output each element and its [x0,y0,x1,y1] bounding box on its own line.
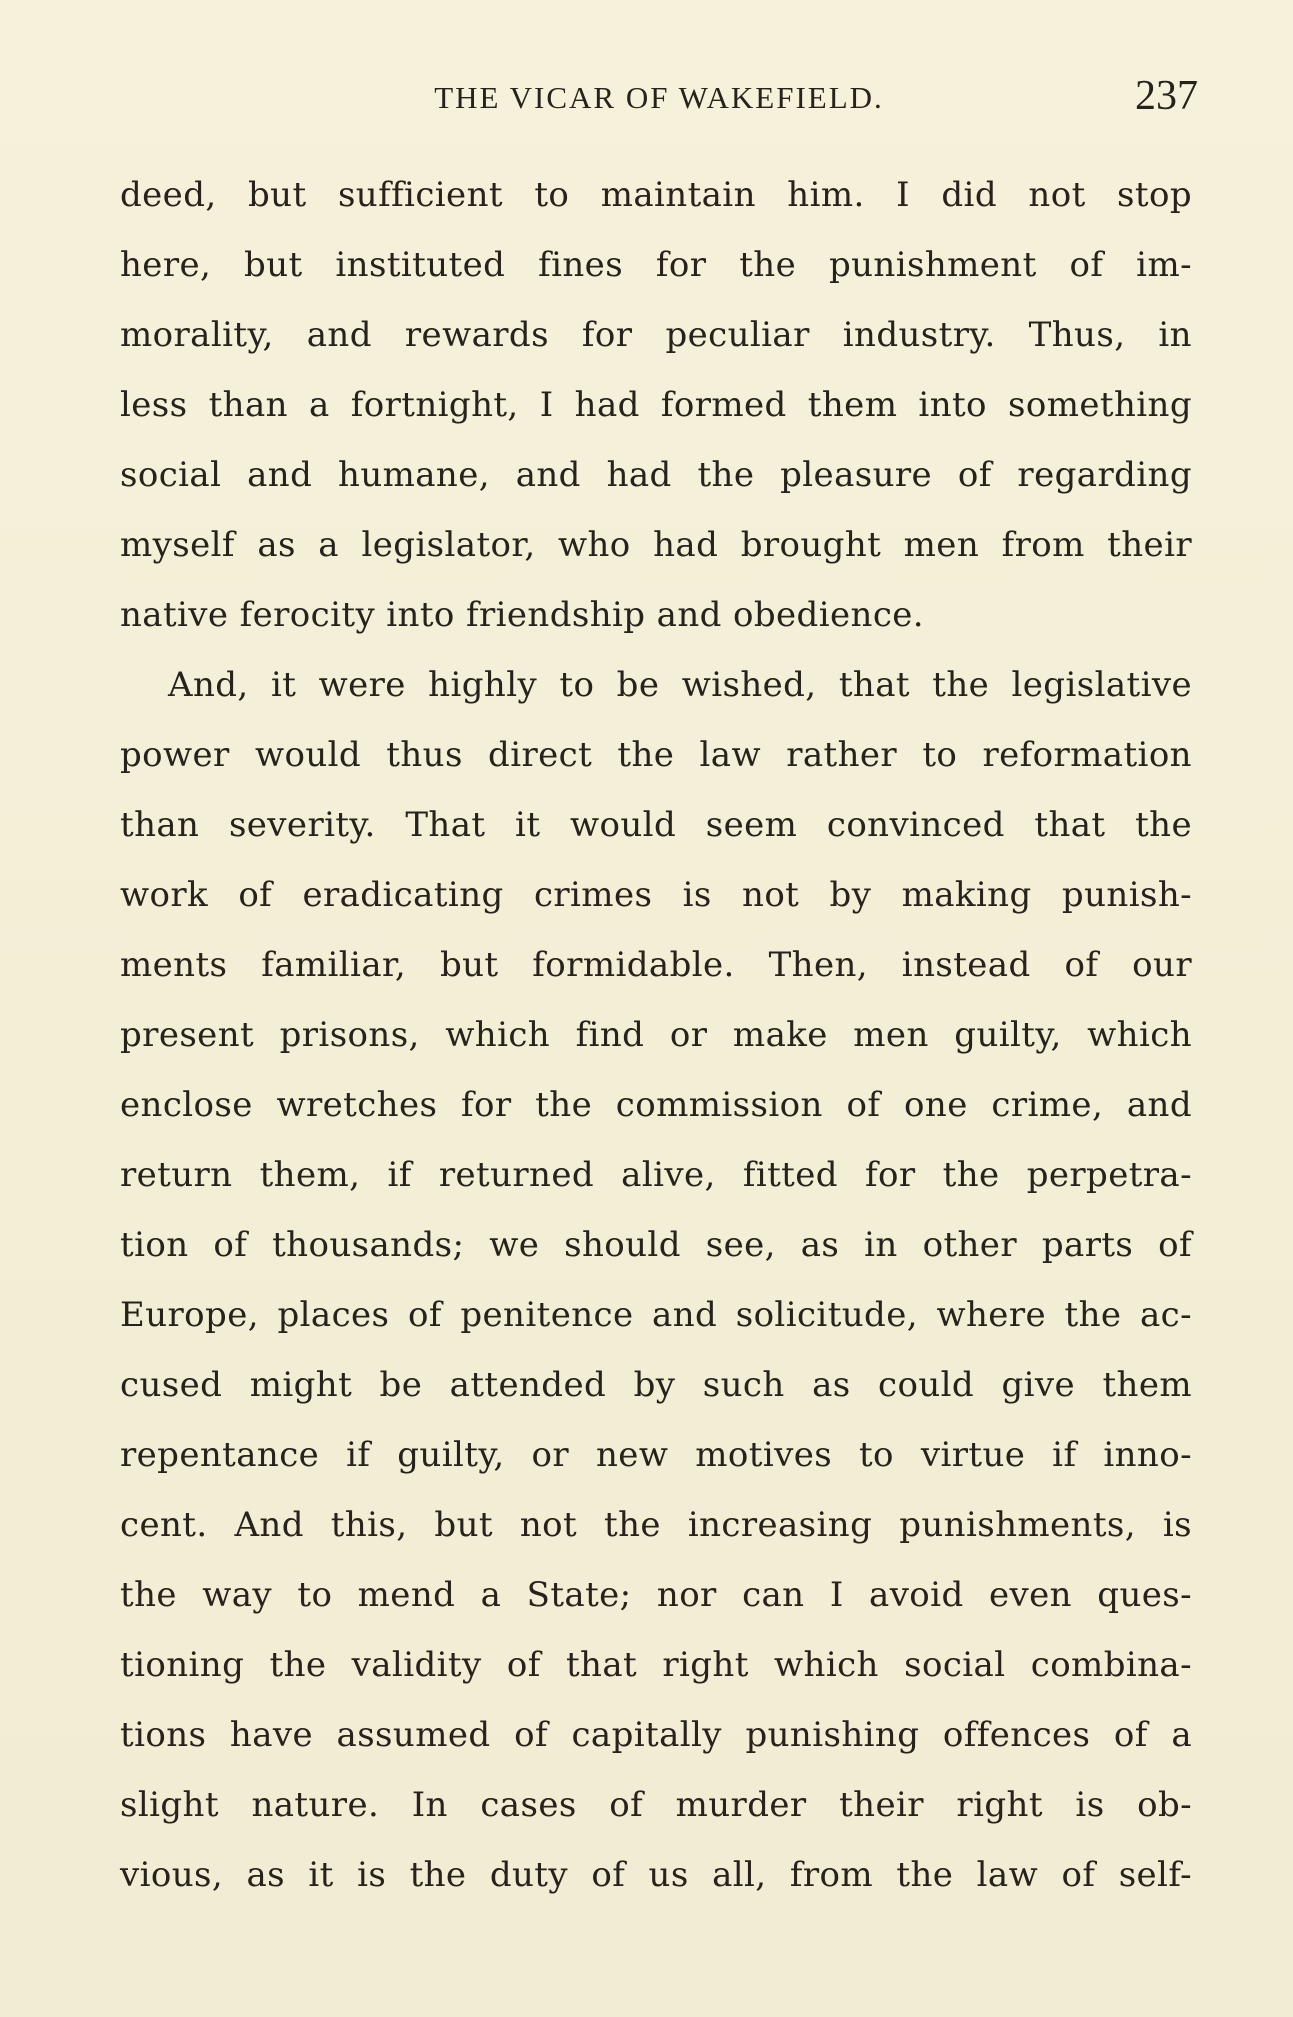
text-line: tion of thousands; we should see, as in other parts of [120,1225,1192,1265]
text-line: the way to mend a State; nor can I avoid even ques- [120,1575,1192,1615]
text-line: work of eradicating crimes is not by making punish- [120,875,1192,915]
text-line: And, it were highly to be wished, that the legislative [168,665,1192,705]
text-line: vious, as it is the duty of us all, from the law of self- [120,1855,1192,1895]
text-line: deed, but sufficient to maintain him. I did not stop [120,175,1192,215]
text-line: return them, if returned alive, fitted for the perpetra- [120,1155,1192,1195]
text-line: Europe, places of penitence and solicitude, where the ac- [120,1295,1192,1335]
text-line: tions have assumed of capitally punishing offences of a [120,1715,1192,1755]
text-line: here, but instituted fines for the punishment of im- [120,245,1192,285]
text-line: native ferocity into friendship and obedience. [120,595,924,635]
text-line: enclose wretches for the commission of one crime, and [120,1085,1192,1125]
text-line: cent. And this, but not the increasing punishments, is [120,1505,1192,1545]
text-line: morality, and rewards for peculiar industry. Thus, in [120,315,1192,355]
text-line: less than a fortnight, I had formed them into something [120,385,1192,425]
text-line: ments familiar, but formidable. Then, instead of our [120,945,1192,985]
text-line: present prisons, which find or make men guilty, which [120,1015,1192,1055]
text-line: cused might be attended by such as could give them [120,1365,1192,1405]
text-line: social and humane, and had the pleasure of regarding [120,455,1192,495]
text-line: tioning the validity of that right which social combina- [120,1645,1192,1685]
text-line: myself as a legislator, who had brought men from their [120,525,1192,565]
body-text [120,160,1192,1910]
text-line: power would thus direct the law rather to reformation [120,735,1192,775]
text-line: repentance if guilty, or new motives to virtue if inno- [120,1435,1192,1475]
running-head [120,68,1198,122]
text-line: slight nature. In cases of murder their right is ob- [120,1785,1192,1825]
running-title: THE VICAR OF WAKEFIELD. [434,80,884,115]
page-number: 237 [1135,73,1198,119]
text-line: than severity. That it would seem convinced that the [120,805,1192,845]
